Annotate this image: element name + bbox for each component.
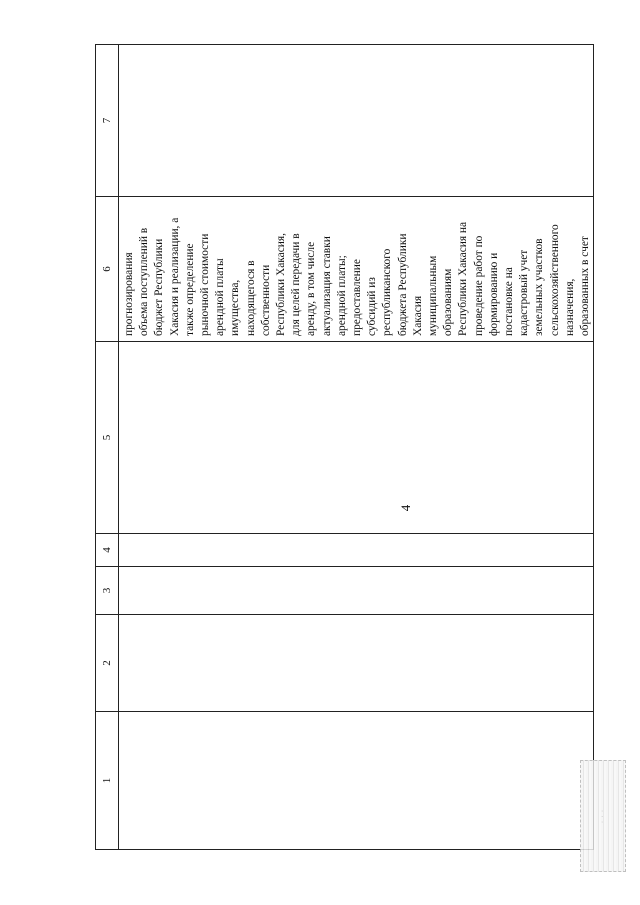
text-line: назначения, (563, 278, 576, 336)
text-line: Республики Хакасия, (275, 233, 288, 336)
text-line: также определение (183, 243, 196, 336)
column-header-1: 1 (96, 712, 119, 850)
form-table (95, 44, 594, 850)
table-cell-col-1 (119, 712, 594, 850)
column-header-2: 2 (96, 615, 119, 712)
column-header-3: 3 (96, 567, 119, 615)
table-cell-col-4 (119, 534, 594, 567)
column-header-6: 6 (96, 197, 119, 342)
text-line: постановке на (503, 267, 516, 336)
table-header-row (96, 45, 119, 850)
text-line: проведение работ по (472, 235, 485, 336)
stamp-mark (580, 760, 626, 872)
text-line: сельскохозяйственного (548, 224, 561, 336)
column-header-4: 4 (96, 534, 119, 567)
text-line: образованных в счет (579, 236, 592, 336)
stamp-text: · · · (600, 809, 606, 823)
text-line: Хакасия и реализации, а (168, 217, 181, 336)
text-line: для целей передачи в (290, 233, 303, 336)
table-row (119, 45, 594, 850)
text-line: республиканского (381, 248, 394, 336)
table-cell-col-5 (119, 342, 594, 534)
text-line: формированию и (487, 252, 500, 336)
text-line: аренду, в том числе (305, 241, 318, 336)
table-cell-col-6 (119, 197, 594, 342)
text-line: имущества, (229, 279, 242, 336)
table-cell-col-7 (119, 45, 594, 197)
text-line: арендной платы; (335, 255, 348, 336)
page-number: 4 (398, 504, 413, 512)
column-6-text (119, 197, 593, 341)
column-header-7: 7 (96, 45, 119, 197)
text-line: кадастровый учет (518, 249, 531, 336)
text-line: субсидий из (366, 277, 379, 336)
text-line: Хакасия (411, 295, 424, 336)
table-cell-col-3 (119, 567, 594, 615)
text-line: арендной платы (214, 258, 227, 336)
text-line: бюджет Республики (153, 238, 166, 336)
text-line: рыночной стоимости (199, 233, 212, 336)
column-header-5: 5 (96, 342, 119, 534)
text-line: земельных участков (533, 238, 546, 336)
text-line: образованиям (442, 268, 455, 336)
text-line: актуализация ставки (320, 236, 333, 336)
text-line: бюджета Республики (396, 233, 409, 336)
text-line: Республики Хакасия на (457, 221, 470, 336)
text-line: муниципальным (427, 255, 440, 336)
text-line: собственности (259, 264, 272, 336)
rotated-sheet (95, 45, 592, 850)
text-line: прогнозирования (123, 252, 135, 336)
table-cell-col-2 (119, 615, 594, 712)
text-line: объема поступлений в (138, 227, 151, 336)
text-line: находящегося в (244, 260, 257, 336)
text-line: предоставление (351, 259, 364, 336)
